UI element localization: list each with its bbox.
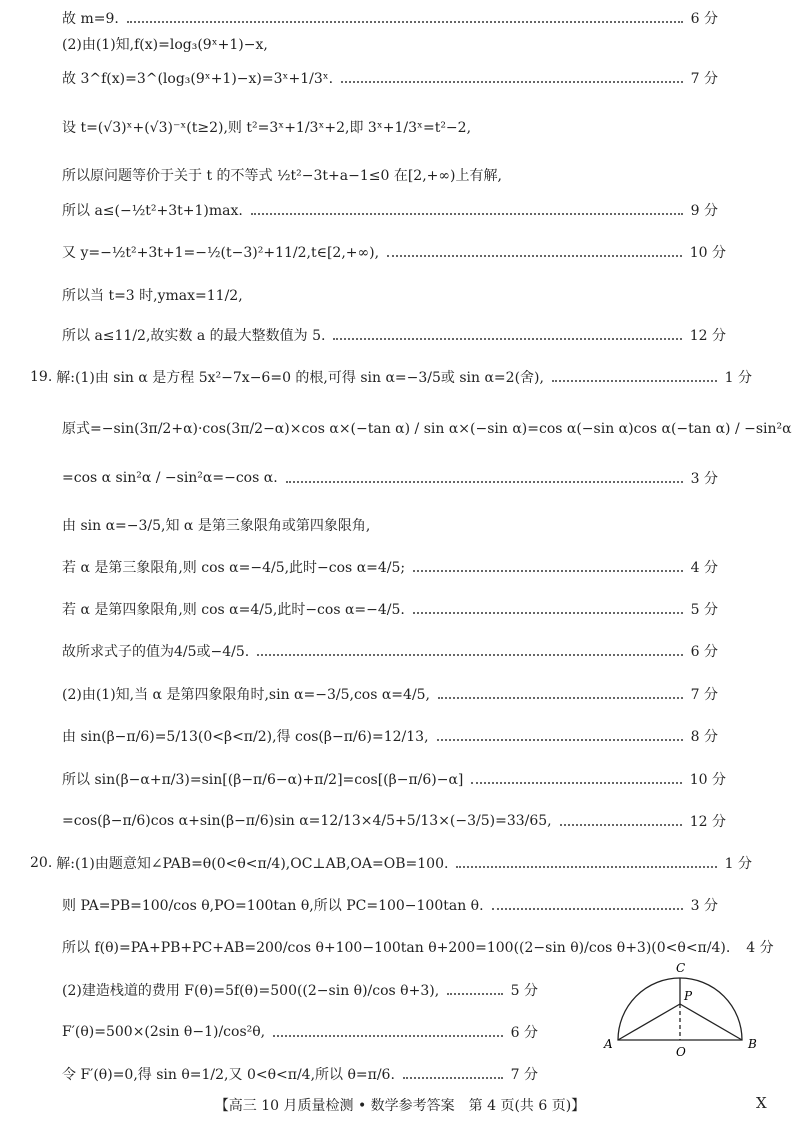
dot-leader: [560, 824, 682, 826]
line-text: (2)由(1)知,f(x)=log₃(9ˣ+1)−x,: [62, 37, 268, 53]
solution-line-l12: [62, 468, 718, 488]
solution-line-l23: [62, 937, 774, 957]
line-text: 若 α 是第四象限角,则 cos α=4/5,此时−cos α=−4/5.: [62, 602, 405, 618]
line-text: 若 α 是第三象限角,则 cos α=−4/5,此时−cos α=4/5;: [62, 560, 406, 576]
score-label: 1 分: [724, 370, 752, 386]
dot-leader: [413, 570, 683, 572]
solution-line-l10: [30, 367, 752, 387]
solution-line-l3: [62, 68, 718, 88]
dot-leader: [413, 612, 683, 614]
score-label: 6 分: [690, 11, 718, 27]
solution-line-l8: [62, 285, 243, 305]
dot-leader: [333, 338, 681, 340]
solution-line-l13: [62, 515, 370, 535]
solution-line-l4: [62, 117, 471, 137]
line-text: 所以 sin(β−α+π/3)=sin[(β−π/6−α)+π/2]=cos[(β−π/6)−α]: [62, 772, 464, 788]
line-text: F′(θ)=500×(2sin θ−1)/cos²θ,: [62, 1024, 266, 1040]
score-label: 9 分: [690, 203, 718, 219]
solution-line-l15: [62, 599, 718, 619]
dot-leader: [438, 697, 683, 699]
line-text: 解:(1)由题意知∠PAB=θ(0<θ<π/4),OC⊥AB,OA=OB=100.: [56, 856, 449, 872]
solution-line-l7: [62, 242, 726, 262]
label-B: B: [748, 1037, 757, 1051]
footer-mark: X: [756, 1094, 767, 1112]
line-text: 令 F′(θ)=0,得 sin θ=1/2,又 0<θ<π/4,所以 θ=π/6.: [62, 1067, 395, 1083]
line-text: (2)建造栈道的费用 F(θ)=5f(θ)=500((2−sin θ)/cos θ+3),: [62, 983, 440, 999]
score-label: 10 分: [689, 245, 726, 261]
dot-leader: [273, 1035, 503, 1037]
dot-leader: [286, 481, 683, 483]
solution-line-l22: [62, 895, 718, 915]
solution-line-l21: [30, 853, 752, 873]
label-O: O: [676, 1045, 686, 1059]
dot-leader: [456, 866, 716, 868]
solution-line-l25: [62, 1022, 538, 1042]
dot-leader: [403, 1077, 503, 1079]
dot-leader: [387, 255, 682, 257]
solution-line-l18: [62, 726, 718, 746]
dot-leader: [341, 81, 683, 83]
score-label: 12 分: [689, 328, 726, 344]
score-label: 8 分: [690, 729, 718, 745]
line-text: 由 sin(β−π/6)=5/13(0<β<π/2),得 cos(β−π/6)=12/13,: [62, 729, 429, 745]
line-text: 故所求式子的值为4/5或−4/5.: [62, 644, 250, 660]
line-text: 解:(1)由 sin α 是方程 5x²−7x−6=0 的根,可得 sin α=−3/5或 sin α=2(舍),: [56, 370, 544, 386]
problem-number: 19.: [30, 369, 53, 385]
line-text: 又 y=−½t²+3t+1=−½(t−3)²+11/2,t∈[2,+∞),: [62, 245, 380, 261]
problem-number: 20.: [30, 855, 53, 871]
score-label: 7 分: [690, 71, 718, 87]
solution-line-l24: [62, 980, 538, 1000]
line-text: 则 PA=PB=100/cos θ,PO=100tan θ,所以 PC=100−100tan θ.: [62, 898, 484, 914]
solution-line-l9: [62, 325, 726, 345]
score-label: 7 分: [510, 1067, 538, 1083]
label-P: P: [684, 989, 693, 1003]
solution-line-l2: [62, 34, 268, 54]
score-label: 6 分: [690, 644, 718, 660]
label-A: A: [604, 1037, 613, 1051]
solution-line-l11: [62, 418, 792, 438]
line-text: 所以当 t=3 时,ymax=11/2,: [62, 288, 243, 304]
line-text: 设 t=(√3)ˣ+(√3)⁻ˣ(t≥2),则 t²=3ˣ+1/3ˣ+2,即 3ˣ+1/3ˣ=t²−2,: [62, 120, 472, 136]
score-label: 1 分: [724, 856, 752, 872]
solution-line-l16: [62, 641, 718, 661]
dot-leader: [257, 654, 682, 656]
line-text: 原式=−sin(3π/2+α)·cos(3π/2−α)×cos α×(−tan α) / sin α×(−sin α)=cos α(−sin α)cos α(−tan α) / −sin²α: [62, 421, 792, 437]
dot-leader: [492, 908, 683, 910]
score-label: 6 分: [510, 1025, 538, 1041]
dot-leader: [437, 739, 683, 741]
dot-leader: [471, 782, 681, 784]
line-text: 所以 a≤11/2,故实数 a 的最大整数值为 5.: [62, 328, 326, 344]
score-label: 10 分: [689, 772, 726, 788]
solution-line-l20: [62, 811, 726, 831]
score-label: 12 分: [689, 814, 726, 830]
line-text: (2)由(1)知,当 α 是第四象限角时,sin α=−3/5,cos α=4/5,: [62, 687, 431, 703]
solution-line-l5: [62, 165, 502, 185]
score-label: 4 分: [690, 560, 718, 576]
dot-leader: [552, 380, 717, 382]
score-label: 4 分: [746, 940, 774, 956]
score-label: 5 分: [690, 602, 718, 618]
line-text: =cos α sin²α / −sin²α=−cos α.: [62, 470, 278, 486]
solution-line-l14: [62, 557, 718, 577]
line-text: 故 3^f(x)=3^(log₃(9ˣ+1)−x)=3ˣ+1/3ˣ.: [62, 71, 334, 87]
solution-line-l17: [62, 684, 718, 704]
score-label: 3 分: [690, 471, 718, 487]
line-text: 所以原问题等价于关于 t 的不等式 ½t²−3t+a−1≤0 在[2,+∞)上有解,: [62, 168, 502, 184]
line-text: 故 m=9.: [62, 11, 119, 27]
line-text: =cos(β−π/6)cos α+sin(β−π/6)sin α=12/13×4/5+5/13×(−3/5)=33/65,: [62, 813, 552, 829]
page-footer: 【高三 10 月质量检测 • 数学参考答案 第 4 页(共 6 页)】: [214, 1098, 586, 1114]
dot-leader: [251, 213, 683, 215]
score-label: 5 分: [510, 983, 538, 999]
dot-leader: [447, 993, 502, 995]
line-text: 所以 f(θ)=PA+PB+PC+AB=200/cos θ+100−100tan θ+200=100((2−sin θ)/cos θ+3)(0<θ<π/4).: [62, 940, 731, 956]
score-label: 3 分: [690, 898, 718, 914]
dot-leader: [127, 21, 683, 23]
solution-line-l1: [62, 8, 718, 28]
solution-line-l26: [62, 1064, 538, 1084]
label-C: C: [676, 961, 686, 975]
solution-line-l6: [62, 200, 718, 220]
semicircle-diagram: [598, 958, 768, 1062]
line-text: 所以 a≤(−½t²+3t+1)max.: [62, 203, 243, 219]
solution-line-l19: [62, 769, 726, 789]
line-text: 由 sin α=−3/5,知 α 是第三象限角或第四象限角,: [62, 518, 371, 534]
score-label: 7 分: [690, 687, 718, 703]
